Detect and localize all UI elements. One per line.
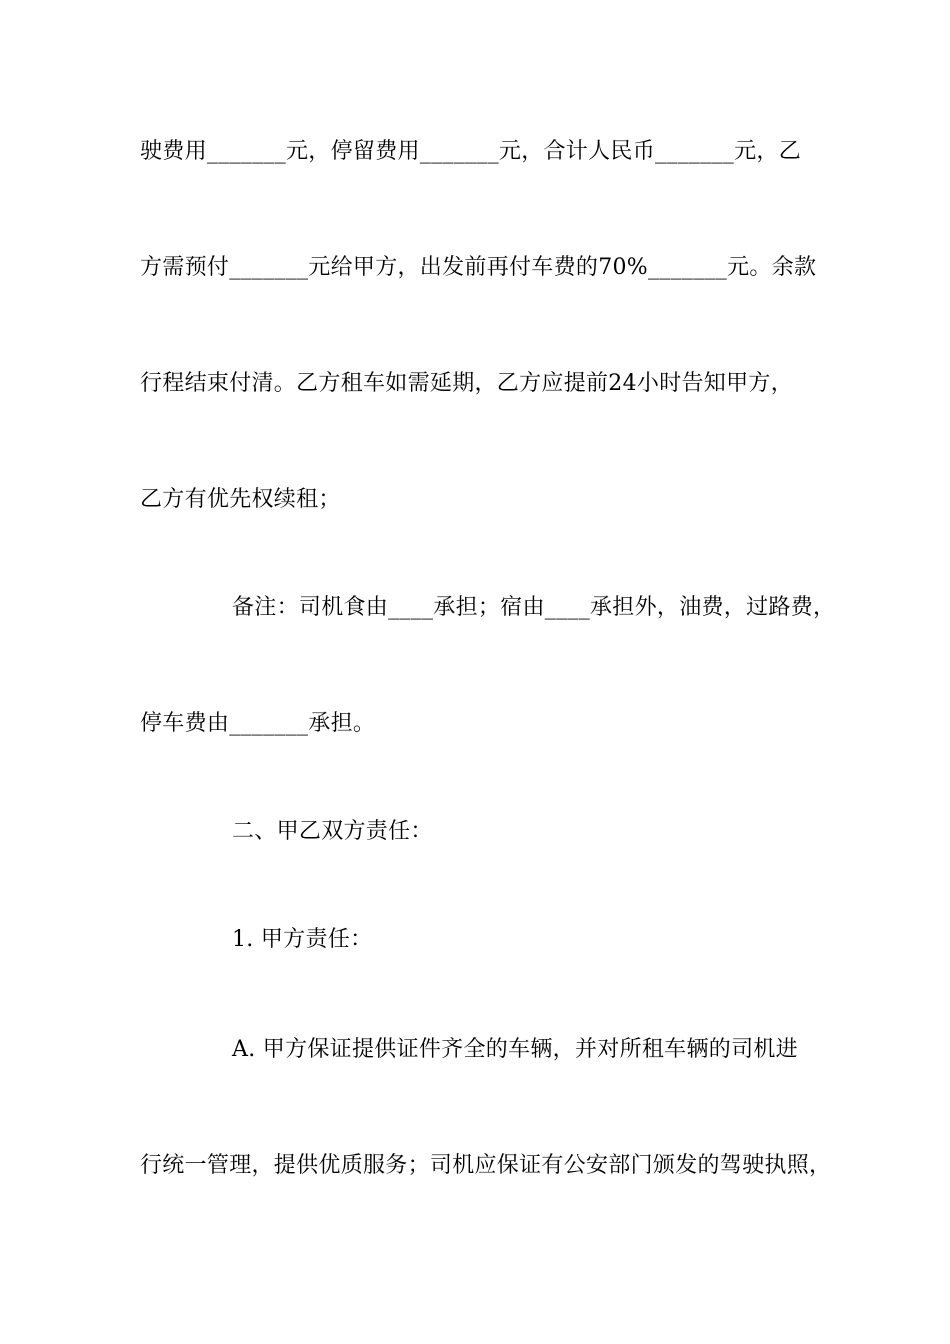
text-line-6: 停车费由_______承担。 [140,711,376,736]
text-line-2: 方需预付_______元给甲方，出发前再付车费的70%_______元。余款 [140,255,817,280]
text-line-1: 驶费用_______元，停留费用_______元，合计人民币_______元，乙 [140,139,802,164]
text-line-4: 乙方有优先权续租； [140,487,341,512]
remark-paragraph: 备注：司机食由____承担；宿由____承担外，油费，过路费， [232,595,836,620]
section-heading: 二、甲乙双方责任： [232,819,433,844]
text-line-3: 行程结束付清。乙方租车如需延期，乙方应提前24小时告知甲方， [140,371,793,396]
subsection-heading: 1. 甲方责任： [232,927,373,952]
text-line-10: 行统一管理，提供优质服务；司机应保证有公安部门颁发的驾驶执照， [140,1153,832,1178]
clause-a-paragraph: A. 甲方保证提供证件齐全的车辆，并对所租车辆的司机进 [232,1037,798,1062]
